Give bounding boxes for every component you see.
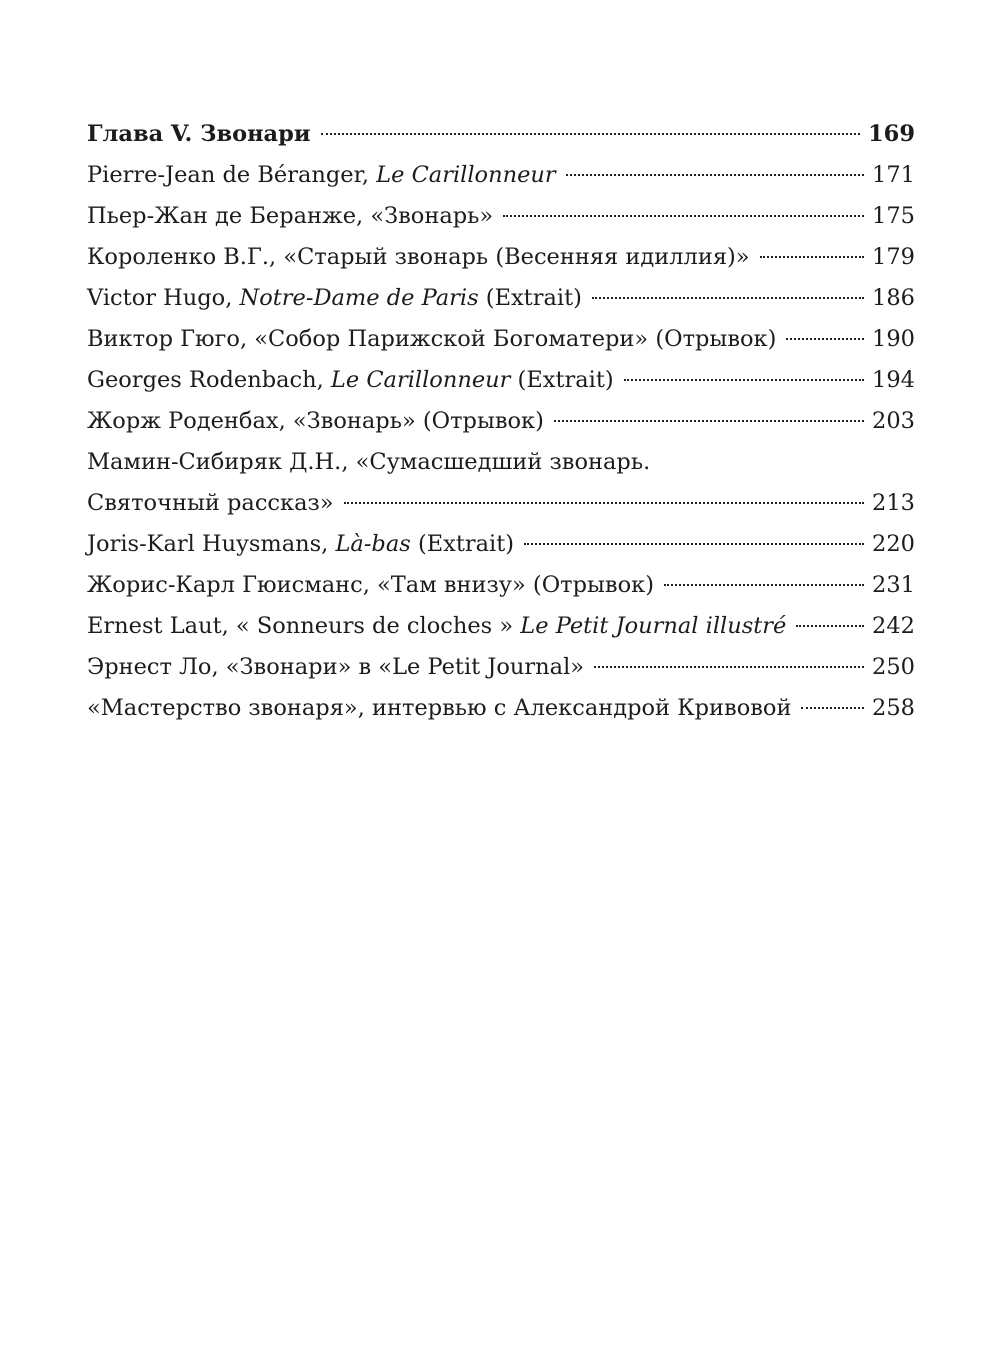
page-number: 231 (872, 572, 915, 598)
page-number: 179 (872, 244, 915, 270)
dot-leader (554, 420, 864, 422)
title-part: Короленко В.Г., «Старый звонарь (Весенняя идиллия)» (87, 244, 750, 270)
italic-title-part: Le Petit Journal illustré (520, 613, 787, 639)
chapter-heading (87, 114, 915, 155)
page-number: 186 (872, 285, 915, 311)
toc-entry (87, 237, 915, 278)
toc-entry (87, 319, 915, 360)
chapter-page-number: 169 (868, 121, 915, 147)
dot-leader (566, 174, 864, 176)
title-part: Victor Hugo, (87, 285, 240, 311)
toc-entries (87, 155, 915, 729)
toc-entry-line: Мамин-Сибиряк Д.Н., «Сумасшедший звонарь. (87, 449, 651, 475)
toc-entry-title (87, 688, 791, 729)
toc-entry (87, 565, 915, 606)
toc-entry-title (87, 647, 584, 688)
toc-entry (87, 196, 915, 237)
dot-leader (594, 666, 864, 668)
table-of-contents (87, 114, 915, 729)
title-part: Pierre-Jean de Béranger, (87, 162, 377, 188)
toc-entry-title (87, 401, 544, 442)
toc-entry (87, 401, 915, 442)
toc-entry (87, 606, 915, 647)
italic-title-part: Le Carillonneur (330, 367, 511, 393)
title-part: «Мастерство звонаря», интервью с Александрой Кривовой (87, 695, 792, 721)
title-part: (Extrait) (478, 285, 582, 311)
dot-leader (796, 625, 864, 627)
page-number: 190 (872, 326, 915, 352)
chapter-title: Глава V. Звонари (87, 121, 311, 147)
dot-leader (801, 707, 864, 709)
toc-entry (87, 688, 915, 729)
title-part: Святочный рассказ» (87, 490, 334, 516)
title-part: Joris-Karl Huysmans, (87, 531, 336, 557)
title-part: Пьер-Жан де Беранже, «Звонарь» (87, 203, 494, 229)
title-part: (Extrait) (410, 531, 515, 557)
dot-leader (624, 379, 864, 381)
title-part: Georges Rodenbach, (87, 367, 331, 393)
title-part: (Extrait) (510, 367, 614, 393)
toc-entry-title (87, 319, 776, 360)
toc-entry (87, 524, 915, 565)
toc-entry-title (87, 360, 614, 401)
dot-leader (664, 584, 864, 586)
toc-entry-title (87, 483, 334, 524)
page-number: 258 (872, 695, 915, 721)
title-part: Жорис-Карл Гюисманс, «Там внизу» (Отрывок) (87, 572, 654, 598)
dot-leader (344, 502, 865, 504)
toc-entry (87, 360, 915, 401)
page-number: 171 (872, 162, 915, 188)
toc-entry-title (87, 524, 514, 565)
toc-entry-title (87, 606, 786, 647)
dot-leader (503, 215, 864, 217)
toc-entry-title (87, 237, 750, 278)
dot-leader (760, 256, 864, 258)
page-number: 175 (872, 203, 915, 229)
title-part: Ernest Laut, « Sonneurs de cloches » (87, 613, 521, 639)
title-part: Виктор Гюго, «Собор Парижской Богоматери» (Отрывок) (87, 326, 777, 352)
dot-leader (524, 543, 864, 545)
toc-entry-title (87, 196, 493, 237)
page-number: 250 (872, 654, 915, 680)
dot-leader (786, 338, 864, 340)
italic-title-part: Le Carillonneur (376, 162, 556, 188)
italic-title-part: Là-bas (335, 531, 411, 557)
title-part: Жорж Роденбах, «Звонарь» (Отрывок) (87, 408, 544, 434)
toc-entry (87, 278, 915, 319)
page-number: 242 (872, 613, 915, 639)
page-number: 220 (872, 531, 915, 557)
toc-entry (87, 647, 915, 688)
toc-entry (87, 155, 915, 196)
toc-entry (87, 483, 915, 524)
toc-entry-title (87, 278, 582, 319)
dot-leader (592, 297, 864, 299)
toc-entry-title (87, 565, 654, 606)
toc-entry-title (87, 155, 556, 196)
page-number: 213 (872, 490, 915, 516)
page-number: 194 (872, 367, 915, 393)
dot-leader (321, 133, 860, 135)
title-part: Эрнест Ло, «Звонари» в «Le Petit Journal» (87, 654, 585, 680)
italic-title-part: Notre-Dame de Paris (239, 285, 479, 311)
page-number: 203 (872, 408, 915, 434)
